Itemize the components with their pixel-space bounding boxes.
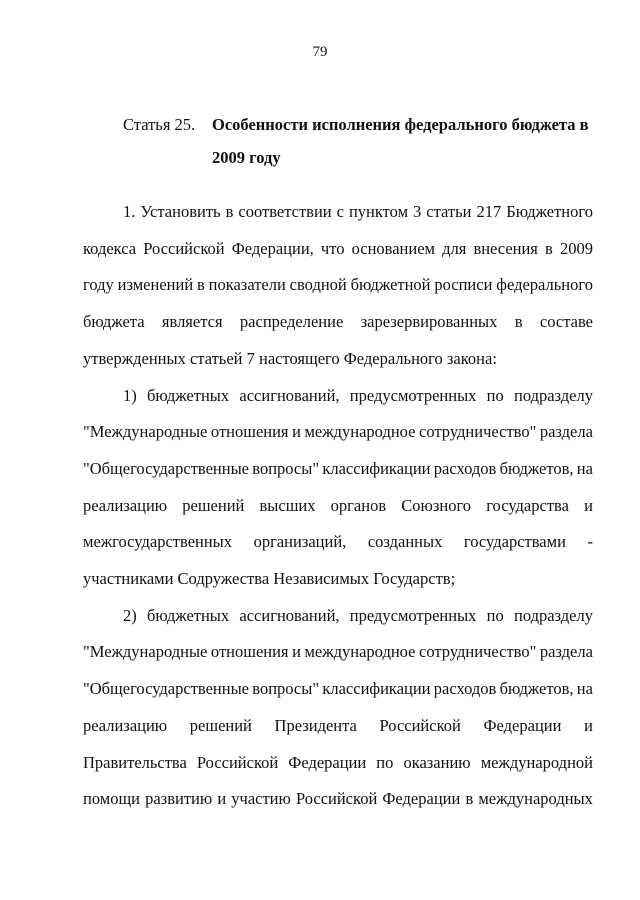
word: по <box>486 385 504 405</box>
text-line <box>83 716 593 736</box>
word: бюджетных <box>146 385 230 405</box>
word: реализацию <box>83 495 168 515</box>
text-line <box>83 496 593 516</box>
word: изменений <box>117 275 194 295</box>
word: организаций, <box>253 532 347 552</box>
word: оказанию <box>403 752 471 772</box>
word: Федерации <box>288 752 367 772</box>
word: межгосударственных <box>83 532 233 552</box>
word: классификации <box>322 679 431 699</box>
word: отношения <box>210 422 289 442</box>
word: ассигнований, <box>239 605 340 625</box>
word: ассигнований, <box>239 385 340 405</box>
word: международное <box>304 642 416 662</box>
word: вопросы" <box>252 458 320 478</box>
word: внесения <box>473 238 538 258</box>
text-line <box>83 275 593 295</box>
page-number: 79 <box>312 44 328 60</box>
text-line <box>83 422 593 442</box>
word: 2) <box>123 605 137 625</box>
word: сотрудничество" <box>419 642 537 662</box>
article-label: Статья 25. <box>123 115 196 134</box>
word: показатели <box>208 275 286 295</box>
word: на <box>576 458 593 478</box>
word: "Международные <box>83 422 208 442</box>
word: развитию <box>145 789 213 809</box>
word: международных <box>478 789 593 809</box>
word: и <box>584 715 593 735</box>
word: Российской <box>196 752 279 772</box>
word: органов <box>330 495 387 515</box>
word: пунктом <box>348 202 409 221</box>
word: распределение <box>239 312 344 332</box>
text-line <box>123 606 593 626</box>
word: для <box>442 238 467 258</box>
word: Союзного <box>401 495 472 515</box>
word: 3 <box>413 202 422 221</box>
word: международное <box>304 422 416 442</box>
word: реализацию <box>83 715 168 735</box>
word: бюджетной <box>350 275 431 295</box>
word: и <box>292 422 301 442</box>
word: отношения <box>210 642 289 662</box>
word: 2009 <box>559 238 593 258</box>
word: подразделу <box>513 385 593 405</box>
word: основанием <box>351 238 435 258</box>
word: Федерации <box>483 715 562 735</box>
article-title-line: 2009 году <box>212 148 281 167</box>
word: классификации <box>322 458 431 478</box>
word: бюджета <box>83 312 145 332</box>
word: созданных <box>367 532 443 552</box>
word: зарезервированных <box>360 312 498 332</box>
text-line <box>83 239 593 259</box>
word: Президента <box>274 715 357 735</box>
word: вопросы" <box>252 679 320 699</box>
text-line <box>123 386 593 406</box>
word: по <box>376 752 394 772</box>
word: и <box>217 789 227 809</box>
word: в <box>225 202 234 221</box>
word: в <box>514 312 523 332</box>
word: по <box>486 605 504 625</box>
word: статьи <box>426 202 472 221</box>
text-line <box>83 642 593 662</box>
article-title-line: Особенности исполнения федерального бюджета в <box>212 115 589 134</box>
word: раздела <box>539 642 593 662</box>
word: с <box>336 202 344 221</box>
word: на <box>576 679 593 699</box>
word: Федерации, <box>231 238 314 258</box>
word: году <box>83 275 114 295</box>
word: "Международные <box>83 642 208 662</box>
word: в <box>197 275 205 295</box>
word: международной <box>480 752 593 772</box>
word: помощи <box>83 789 140 809</box>
word: в <box>545 238 553 258</box>
word: государствами <box>463 532 566 552</box>
word: высших <box>259 495 316 515</box>
word: Правительства <box>83 752 187 772</box>
word: федерального <box>496 275 593 295</box>
word: государства <box>486 495 569 515</box>
word: составе <box>539 312 593 332</box>
word: 217 <box>476 202 502 221</box>
word: Российской <box>295 789 378 809</box>
word: и <box>292 642 301 662</box>
word: предусмотренных <box>349 605 477 625</box>
word: Федерации <box>382 789 461 809</box>
word: что <box>320 238 345 258</box>
word: предусмотренных <box>349 385 477 405</box>
word: кодекса <box>83 238 137 258</box>
word: сотрудничество" <box>419 422 537 442</box>
word: является <box>161 312 223 332</box>
word: Российской <box>143 238 225 258</box>
word: расходов <box>433 458 497 478</box>
word: бюджетов, <box>499 458 574 478</box>
text-line: утвержденных статьей 7 настоящего Федерального закона: <box>83 348 497 368</box>
word: "Общегосударственные <box>83 458 249 478</box>
word: бюджетов, <box>499 679 574 699</box>
text-line <box>83 753 593 773</box>
text-line <box>83 679 593 699</box>
word: бюджетных <box>146 605 230 625</box>
word: подразделу <box>513 605 593 625</box>
word: решений <box>189 715 252 735</box>
word: решений <box>182 495 245 515</box>
word: Установить <box>140 202 221 221</box>
text-line <box>83 459 593 479</box>
word: - <box>587 532 593 552</box>
word: Бюджетного <box>506 202 593 221</box>
text-line <box>83 532 593 552</box>
text-line: участниками Содружества Независимых Государств; <box>83 569 456 588</box>
word: расходов <box>433 679 497 699</box>
word: участию <box>231 789 291 809</box>
word: 1) <box>123 385 137 405</box>
text-line <box>123 202 593 222</box>
word: соответствии <box>238 202 332 221</box>
word: сводной <box>289 275 347 295</box>
word: раздела <box>539 422 593 442</box>
word: 1. <box>123 202 136 221</box>
word: росписи <box>434 275 493 295</box>
word: и <box>584 495 593 515</box>
text-line <box>83 312 593 332</box>
text-line <box>83 789 593 809</box>
word: "Общегосударственные <box>83 679 249 699</box>
word: в <box>465 789 474 809</box>
word: Российской <box>379 715 461 735</box>
